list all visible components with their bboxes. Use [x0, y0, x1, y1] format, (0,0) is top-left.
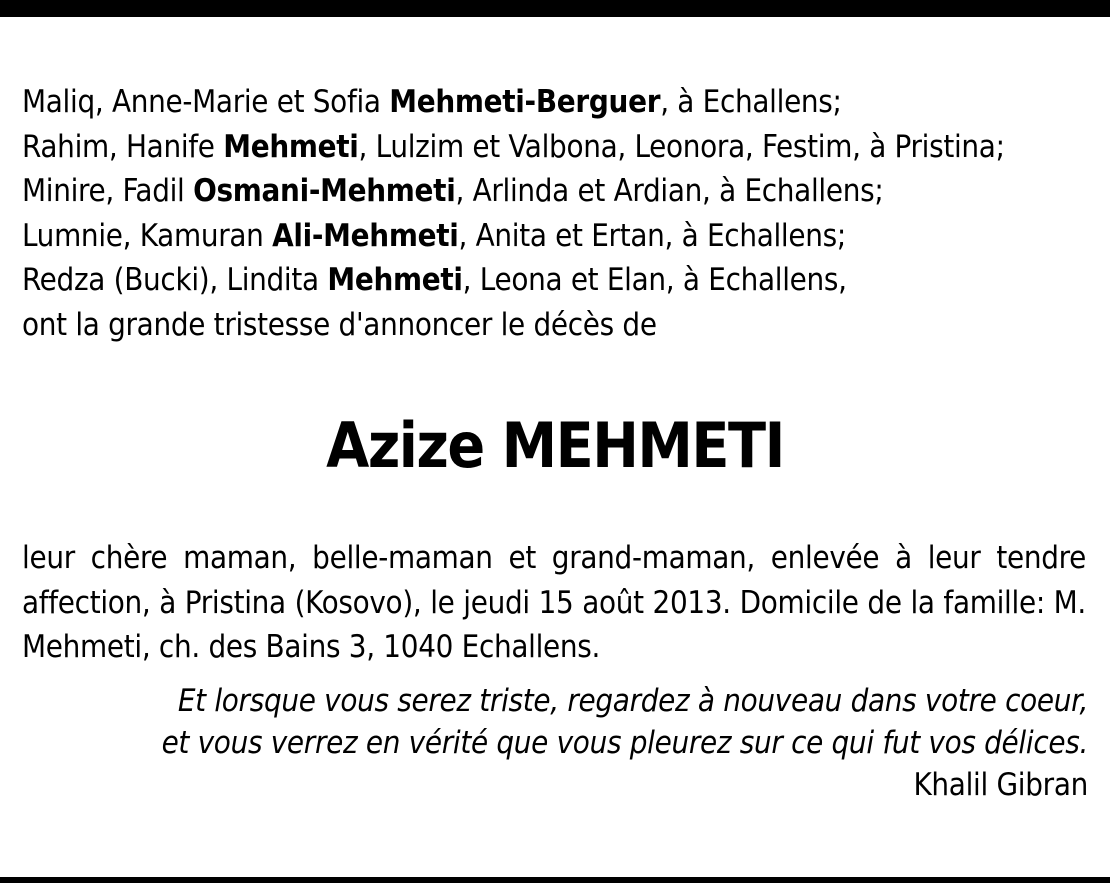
- family-surname: Ali-Mehmeti: [272, 217, 459, 254]
- family-first-names: Lumnie, Kamuran: [22, 217, 273, 254]
- family-details: , Lulzim et Valbona, Leonora, Festim, à Pristina;: [358, 128, 1005, 165]
- family-line: [22, 258, 1092, 303]
- quote-block: [18, 680, 1088, 806]
- announcement-text: leur chère maman, belle-maman et grand-maman, enlevée à leur tendre affection, à Pristina (Kosovo), le jeudi 15 août 2013. Domicile de la famille: M. Mehmeti, ch. des Bains 3, 1040 Echallens.: [22, 540, 1086, 665]
- family-line: [22, 80, 1092, 125]
- announce-intro: ont la grande tristesse d'annoncer le décès de: [22, 306, 657, 343]
- deceased-name: Azize MEHMETI: [326, 409, 784, 482]
- family-surname: Mehmeti: [223, 128, 359, 165]
- family-surname: Osmani-Mehmeti: [193, 173, 456, 209]
- top-border-rule: [0, 0, 1110, 17]
- family-details: , Leona et Elan, à Echallens,: [462, 262, 847, 298]
- family-surname: Mehmeti-Berguer: [389, 84, 661, 120]
- family-details: , à Echallens;: [660, 84, 842, 120]
- family-first-names: Maliq, Anne-Marie et Sofia: [22, 84, 390, 120]
- quote-line: et vous verrez en vérité que vous pleurez sur ce qui fut vos délices.: [161, 725, 1088, 761]
- quote-line: Et lorsque vous serez triste, regardez à nouveau dans votre coeur,: [177, 683, 1088, 719]
- family-line: [22, 169, 1092, 214]
- family-first-names: Redza (Bucki), Lindita: [22, 262, 328, 298]
- family-first-names: Rahim, Hanife: [22, 128, 224, 165]
- family-line: [22, 214, 1092, 259]
- family-line: [22, 125, 1092, 170]
- family-first-names: Minire, Fadil: [22, 173, 194, 209]
- family-details: , Anita et Ertan, à Echallens;: [458, 217, 846, 254]
- family-details: , Arlinda et Ardian, à Echallens;: [455, 173, 884, 209]
- family-surname: Mehmeti: [327, 262, 463, 298]
- family-list: [22, 80, 1092, 347]
- quote-author: Khalil Gibran: [913, 767, 1088, 803]
- bottom-border-rule: [0, 877, 1110, 883]
